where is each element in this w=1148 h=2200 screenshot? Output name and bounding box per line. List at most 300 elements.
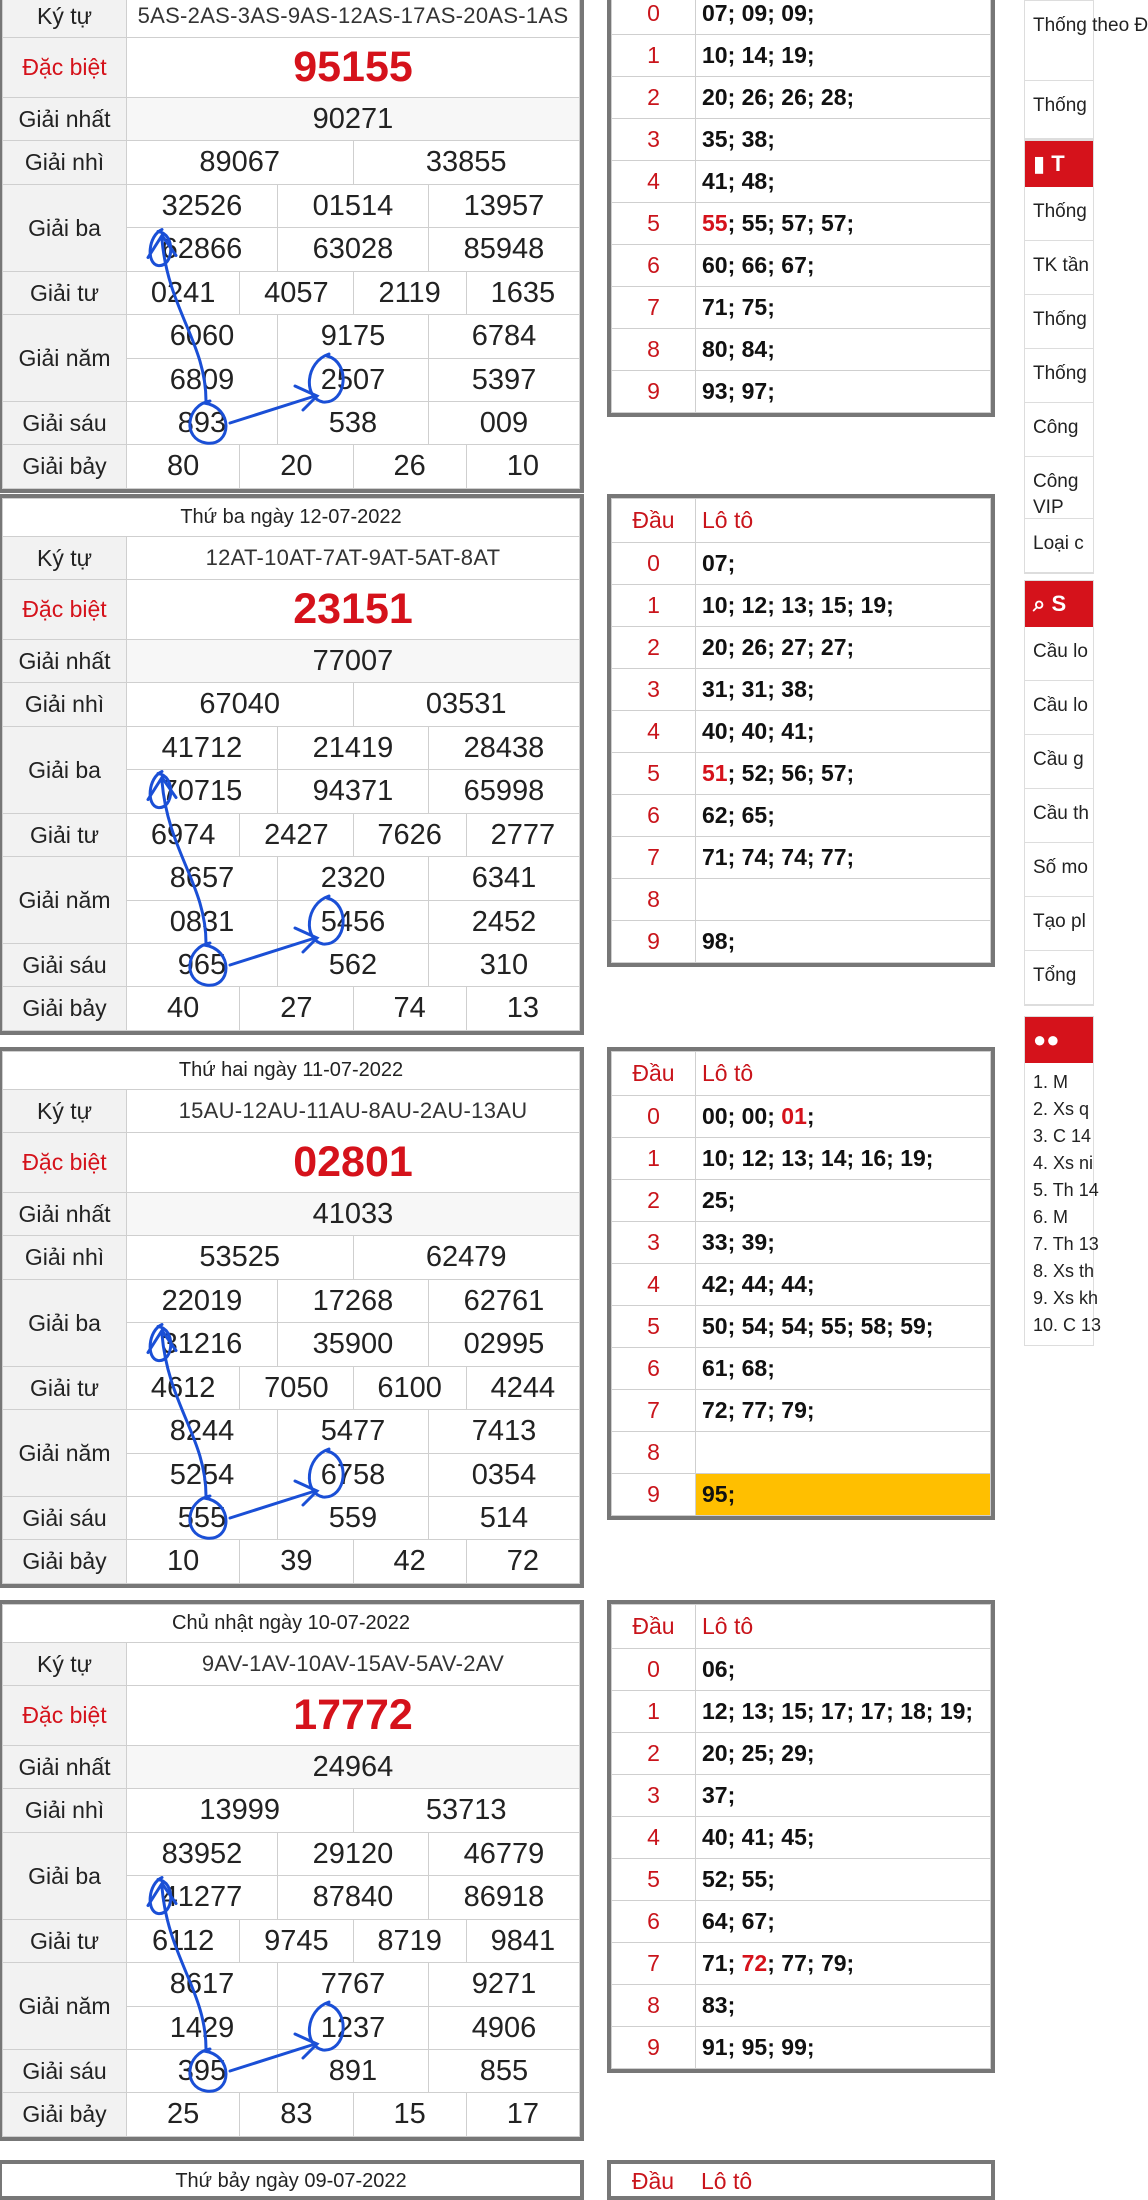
sixth-prize: 009 <box>429 402 580 445</box>
fifth-prize: 4906 <box>429 2007 580 2050</box>
fourth-prize: 6112 <box>127 1920 240 1963</box>
third-prize: 85948 <box>429 228 580 272</box>
loto-number: 25; <box>741 1740 775 1766</box>
loto-number: 84; <box>741 336 775 362</box>
loto-values <box>696 1474 991 1516</box>
dau-digit: 3 <box>612 1775 696 1817</box>
results-table <box>0 494 584 1035</box>
loto-number: 80; <box>702 336 736 362</box>
loto-values <box>696 879 991 921</box>
right-sidebar <box>1024 0 1148 2180</box>
special-prize: 95155 <box>127 38 580 98</box>
loto-number: 99; <box>781 2034 815 2060</box>
loto-values <box>696 119 991 161</box>
dau-digit: 7 <box>612 287 696 329</box>
dau-digit: 0 <box>612 0 696 35</box>
loto-number: 60; <box>702 252 736 278</box>
dau-digit: 8 <box>612 879 696 921</box>
third-prize: 41277 <box>127 1876 278 1920</box>
loto-number: 10; <box>702 42 736 68</box>
sidebar-news-item[interactable]: 7. Th 13 <box>1033 1234 1099 1254</box>
loto-number: 77; <box>741 1397 775 1423</box>
ky-tu-value: 12AT-10AT-7AT-9AT-5AT-8AT <box>127 537 580 580</box>
seventh-prize: 17 <box>466 2093 579 2137</box>
label-ky-tu: Ký tự <box>3 537 127 580</box>
loto-number: 95; <box>741 2034 775 2060</box>
loto-number: 51; <box>702 760 736 786</box>
loto-values <box>696 1859 991 1901</box>
seventh-prize: 10 <box>127 1540 240 1584</box>
loto-values <box>696 287 991 329</box>
sidebar-link[interactable]: Cầu lo <box>1025 627 1093 681</box>
sixth-prize: 514 <box>429 1497 580 1540</box>
label-giai-nhat: Giải nhất <box>3 640 127 683</box>
sidebar-head-stats: ▮ T <box>1025 141 1093 187</box>
loto-values <box>696 1096 991 1138</box>
sixth-prize: 559 <box>278 1497 429 1540</box>
fifth-prize: 6809 <box>127 359 278 402</box>
loto-number: 77; <box>781 1950 815 1976</box>
loto-number: 00; <box>702 1103 736 1129</box>
dau-digit: 3 <box>612 1222 696 1264</box>
loto-number: 91; <box>702 2034 736 2060</box>
loto-number: 27; <box>820 634 855 660</box>
label-giai-ba: Giải ba <box>3 185 127 272</box>
third-prize: 13957 <box>429 185 580 228</box>
fifth-prize: 9271 <box>429 1963 580 2007</box>
loto-number: 19; <box>781 42 815 68</box>
seventh-prize: 72 <box>466 1540 579 1584</box>
ky-tu-value: 15AU-12AU-11AU-8AU-2AU-13AU <box>127 1090 580 1133</box>
sidebar-news-item[interactable]: 8. Xs th <box>1033 1261 1095 1281</box>
loto-number: 33; <box>702 1229 736 1255</box>
sidebar-link[interactable]: Tạo pl <box>1025 897 1093 951</box>
fourth-prize: 4612 <box>127 1367 240 1410</box>
loto-number: 72; <box>702 1397 736 1423</box>
sidebar-head-soi-cau: ⌕ S <box>1025 581 1093 627</box>
loto-number: 27; <box>781 634 815 660</box>
fourth-prize: 6974 <box>127 814 240 857</box>
loto-values <box>696 35 991 77</box>
loto-number: 42; <box>702 1271 736 1297</box>
loto-values <box>696 1264 991 1306</box>
label-giai-ba: Giải ba <box>3 1833 127 1920</box>
special-prize: 17772 <box>127 1686 580 1746</box>
fifth-prize: 2320 <box>278 857 429 901</box>
loto-number: 77; <box>820 844 855 870</box>
loto-number: 40; <box>702 1824 736 1850</box>
dau-digit: 2 <box>612 77 696 119</box>
fourth-prize: 2427 <box>240 814 353 857</box>
loto-number: 45; <box>781 1824 815 1850</box>
loto-number: 38; <box>741 126 775 152</box>
fifth-prize: 1429 <box>127 2007 278 2050</box>
fourth-prize: 8719 <box>353 1920 466 1963</box>
loto-number: 65; <box>741 802 775 828</box>
label-giai-nam: Giải năm <box>3 315 127 402</box>
results-table <box>0 1047 584 1588</box>
loto-number: 26; <box>741 84 775 110</box>
seventh-prize: 15 <box>353 2093 466 2137</box>
loto-number: 16; <box>860 1145 894 1171</box>
fifth-prize: 7413 <box>429 1410 580 1454</box>
loto-number: 41; <box>781 718 815 744</box>
loto-number: 31; <box>702 676 736 702</box>
fifth-prize: 6341 <box>429 857 580 901</box>
sixth-prize: 555 <box>127 1497 278 1540</box>
loto-number: 79; <box>820 1950 855 1976</box>
loto-number: 01; <box>781 1103 815 1129</box>
fifth-prize: 8617 <box>127 1963 278 2007</box>
sidebar-link[interactable]: Thống <box>1025 349 1093 403</box>
loto-values <box>696 921 991 963</box>
second-prize: 33855 <box>353 141 580 185</box>
sidebar-link[interactable]: Cầu g <box>1025 735 1093 789</box>
chart-icon: ▮ <box>1033 151 1046 176</box>
label-dac-biet: Đặc biệt <box>3 1686 127 1746</box>
loto-number: 20; <box>702 84 736 110</box>
dau-digit: 8 <box>612 1432 696 1474</box>
second-prize: 13999 <box>127 1789 354 1833</box>
label-giai-nhi: Giải nhì <box>3 1236 127 1280</box>
dau-digit: 1 <box>612 1138 696 1180</box>
loto-number: 54; <box>741 1313 775 1339</box>
loto-number: 25; <box>702 1187 736 1213</box>
loto-values <box>696 1775 991 1817</box>
loto-number: 64; <box>702 1908 736 1934</box>
fourth-prize: 4057 <box>240 272 353 315</box>
next-loto-table <box>607 2160 995 2200</box>
label-giai-bay: Giải bảy <box>3 445 127 489</box>
loto-values <box>696 245 991 287</box>
loto-number: 09; <box>781 0 815 26</box>
label-giai-nam: Giải năm <box>3 857 127 944</box>
loto-table <box>607 494 995 967</box>
loto-number: 12; <box>741 1145 775 1171</box>
dau-digit: 5 <box>612 203 696 245</box>
loto-number: 37; <box>702 1782 736 1808</box>
loto-number: 75; <box>741 294 775 320</box>
sidebar-news-item[interactable]: 4. Xs ni <box>1033 1153 1094 1173</box>
loto-number: 67; <box>741 1908 775 1934</box>
fifth-prize: 8657 <box>127 857 278 901</box>
seventh-prize: 39 <box>240 1540 353 1584</box>
dau-header: Đầu <box>612 1052 696 1096</box>
label-giai-bay: Giải bảy <box>3 987 127 1031</box>
second-prize: 62479 <box>353 1236 580 1280</box>
next-date-header: Thứ bảy ngày 09-07-2022 <box>175 2170 407 2192</box>
fourth-prize: 2119 <box>353 272 466 315</box>
third-prize: 87840 <box>278 1876 429 1920</box>
users-icon: ●● <box>1033 1027 1060 1052</box>
loto-values <box>696 161 991 203</box>
second-prize: 67040 <box>127 683 354 727</box>
fifth-prize: 5254 <box>127 1454 278 1497</box>
fifth-prize: 6758 <box>278 1454 429 1497</box>
sidebar-link[interactable]: Thống <box>1025 295 1093 349</box>
fourth-prize: 2777 <box>466 814 579 857</box>
loto-number: 26; <box>781 84 815 110</box>
sidebar-link[interactable]: Cầu lo <box>1025 681 1093 735</box>
label-giai-sau: Giải sáu <box>3 402 127 445</box>
sidebar-news-item[interactable]: 5. Th 14 <box>1033 1180 1099 1200</box>
sidebar-news-item[interactable]: 6. M <box>1033 1207 1069 1227</box>
loto-number: 20; <box>702 634 736 660</box>
loto-values <box>696 585 991 627</box>
sidebar-head-community <box>1025 1017 1093 1063</box>
loto-number: 55; <box>702 210 736 236</box>
sidebar-news-item[interactable]: 2. Xs q <box>1033 1099 1090 1119</box>
loto-number: 48; <box>741 168 775 194</box>
sidebar-news-item[interactable]: 3. C 14 <box>1033 1126 1092 1146</box>
dau-digit: 9 <box>612 1474 696 1516</box>
loto-number: 74; <box>781 844 815 870</box>
dau-digit: 7 <box>612 1943 696 1985</box>
loto-number: 79; <box>781 1397 815 1423</box>
label-giai-tu: Giải tư <box>3 814 127 857</box>
dau-digit: 8 <box>612 329 696 371</box>
loto-values <box>696 77 991 119</box>
sixth-prize: 395 <box>127 2050 278 2093</box>
loto-number: 10; <box>702 1145 736 1171</box>
loto-number: 66; <box>741 252 775 278</box>
loto-header: Lô tô <box>696 1605 991 1649</box>
loto-number: 55; <box>820 1313 855 1339</box>
fifth-prize: 5456 <box>278 901 429 944</box>
label-dac-biet: Đặc biệt <box>3 1133 127 1193</box>
sidebar-news-item[interactable]: 9. Xs kh <box>1033 1288 1099 1308</box>
label-dac-biet: Đặc biệt <box>3 580 127 640</box>
label-giai-bay: Giải bảy <box>3 1540 127 1584</box>
loto-number: 59; <box>900 1313 934 1339</box>
sidebar-link[interactable]: Loại c <box>1025 519 1093 573</box>
loto-number: 15; <box>820 592 855 618</box>
loto-values <box>696 669 991 711</box>
first-prize: 41033 <box>127 1193 580 1236</box>
dau-digit: 1 <box>612 35 696 77</box>
second-prize: 53713 <box>353 1789 580 1833</box>
dau-header: Đầu <box>612 499 696 543</box>
loto-number: 67; <box>781 252 815 278</box>
result-block <box>0 1600 1080 2154</box>
third-prize: 28438 <box>429 727 580 770</box>
loto-number: 13; <box>781 592 815 618</box>
draw-date: Chủ nhật ngày 10-07-2022 <box>3 1605 580 1643</box>
seventh-prize: 42 <box>353 1540 466 1584</box>
loto-values <box>696 1943 991 1985</box>
loto-values <box>696 1691 991 1733</box>
seventh-prize: 10 <box>466 445 579 489</box>
dau-digit: 7 <box>612 837 696 879</box>
seventh-prize: 27 <box>240 987 353 1031</box>
loto-number: 71; <box>702 294 736 320</box>
third-prize: 62761 <box>429 1280 580 1323</box>
loto-number: 40; <box>702 718 736 744</box>
dau-digit: 5 <box>612 753 696 795</box>
label-giai-nhi: Giải nhì <box>3 141 127 185</box>
label-giai-sau: Giải sáu <box>3 1497 127 1540</box>
loto-number: 09; <box>741 0 775 26</box>
sidebar-link[interactable]: Thống theo Đ <box>1025 1 1093 81</box>
result-block <box>0 0 1080 544</box>
loto-number: 13; <box>781 1145 815 1171</box>
loto-values <box>696 1733 991 1775</box>
label-giai-bay: Giải bảy <box>3 2093 127 2137</box>
ky-tu-value: 5AS-2AS-3AS-9AS-12AS-17AS-20AS-1AS <box>127 0 580 38</box>
results-table <box>0 0 584 493</box>
fourth-prize: 9841 <box>466 1920 579 1963</box>
sidebar-box-3 <box>1024 580 1094 1006</box>
dau-digit: 5 <box>612 1859 696 1901</box>
third-prize: 70715 <box>127 770 278 814</box>
loto-values <box>696 1222 991 1264</box>
loto-number: 14; <box>741 42 775 68</box>
third-prize: 83952 <box>127 1833 278 1876</box>
loto-number: 35; <box>702 126 736 152</box>
sidebar-link[interactable]: Thống <box>1025 81 1093 139</box>
loto-number: 57; <box>781 210 815 236</box>
label-giai-nam: Giải năm <box>3 1963 127 2050</box>
fourth-prize: 7050 <box>240 1367 353 1410</box>
label-giai-ba: Giải ba <box>3 1280 127 1367</box>
loto-number: 74; <box>741 844 775 870</box>
label-giai-tu: Giải tư <box>3 1367 127 1410</box>
sidebar-link[interactable]: Công VIP <box>1025 457 1093 519</box>
dau-digit: 6 <box>612 1901 696 1943</box>
loto-values <box>696 1901 991 1943</box>
loto-number: 14; <box>820 1145 855 1171</box>
dau-digit: 9 <box>612 2027 696 2069</box>
sidebar-link[interactable]: Tổng <box>1025 951 1093 1005</box>
dau-digit: 4 <box>612 161 696 203</box>
third-prize: 94371 <box>278 770 429 814</box>
label-dac-biet: Đặc biệt <box>3 38 127 98</box>
label-giai-nhi: Giải nhì <box>3 1789 127 1833</box>
third-prize: 86918 <box>429 1876 580 1920</box>
label-giai-ba: Giải ba <box>3 727 127 814</box>
third-prize: 41712 <box>127 727 278 770</box>
loto-number: 29; <box>781 1740 815 1766</box>
seventh-prize: 26 <box>353 445 466 489</box>
loto-number: 93; <box>702 378 736 404</box>
loto-number: 15; <box>781 1698 815 1724</box>
third-prize: 63028 <box>278 228 429 272</box>
results-table <box>0 1600 584 2141</box>
sixth-prize: 965 <box>127 944 278 987</box>
sidebar-link[interactable]: Công <box>1025 403 1093 457</box>
result-block <box>0 1047 1080 1601</box>
second-prize: 89067 <box>127 141 354 185</box>
loto-number: 38; <box>781 676 815 702</box>
loto-values <box>696 837 991 879</box>
sidebar-news-item[interactable]: 1. M <box>1033 1072 1069 1092</box>
loto-number: 20; <box>702 1740 736 1766</box>
sidebar-link[interactable]: Thống <box>1025 187 1093 241</box>
fifth-prize: 7767 <box>278 1963 429 2007</box>
loto-values <box>696 1985 991 2027</box>
loto-values <box>696 371 991 413</box>
fifth-prize: 0831 <box>127 901 278 944</box>
dau-header: Đầu <box>631 2168 675 2194</box>
third-prize: 02995 <box>429 1323 580 1367</box>
loto-number: 62; <box>702 802 736 828</box>
draw-date: Thứ ba ngày 12-07-2022 <box>3 499 580 537</box>
loto-number: 07; <box>702 550 736 576</box>
seventh-prize: 83 <box>240 2093 353 2137</box>
dau-header: Đầu <box>612 1605 696 1649</box>
sidebar-link[interactable]: Số mo <box>1025 843 1093 897</box>
sidebar-link[interactable]: TK tần <box>1025 241 1093 295</box>
loto-number: 71; <box>702 844 736 870</box>
second-prize: 03531 <box>353 683 580 727</box>
third-prize: 22019 <box>127 1280 278 1323</box>
sidebar-link[interactable]: Cầu th <box>1025 789 1093 843</box>
loto-values <box>696 753 991 795</box>
loto-number: 18; <box>900 1698 934 1724</box>
label-giai-nhi: Giải nhì <box>3 683 127 727</box>
result-block <box>0 494 1080 1048</box>
label-giai-nhat: Giải nhất <box>3 98 127 141</box>
dau-digit: 5 <box>612 1306 696 1348</box>
dau-digit: 7 <box>612 1390 696 1432</box>
sidebar-box-1 <box>1024 0 1148 140</box>
loto-number: 95; <box>702 1481 736 1507</box>
loto-number: 97; <box>741 378 775 404</box>
loto-number: 40; <box>741 718 775 744</box>
third-prize: 65998 <box>429 770 580 814</box>
fifth-prize: 0354 <box>429 1454 580 1497</box>
loto-number: 41; <box>741 1824 775 1850</box>
loto-values <box>696 1817 991 1859</box>
seventh-prize: 13 <box>466 987 579 1031</box>
loto-number: 44; <box>781 1271 815 1297</box>
third-prize: 01514 <box>278 185 429 228</box>
loto-values <box>696 1649 991 1691</box>
loto-values <box>696 543 991 585</box>
sixth-prize: 893 <box>127 402 278 445</box>
sixth-prize: 538 <box>278 402 429 445</box>
loto-number: 57; <box>820 760 855 786</box>
seventh-prize: 80 <box>127 445 240 489</box>
loto-number: 10; <box>702 592 736 618</box>
loto-header: Lô tô <box>696 1052 991 1096</box>
dau-digit: 8 <box>612 1985 696 2027</box>
seventh-prize: 40 <box>127 987 240 1031</box>
third-prize: 29120 <box>278 1833 429 1876</box>
dau-digit: 4 <box>612 1264 696 1306</box>
dau-digit: 2 <box>612 1733 696 1775</box>
next-results-table <box>0 2160 584 2200</box>
dau-digit: 4 <box>612 711 696 753</box>
second-prize: 53525 <box>127 1236 354 1280</box>
label-giai-tu: Giải tư <box>3 1920 127 1963</box>
fifth-prize: 5397 <box>429 359 580 402</box>
special-prize: 23151 <box>127 580 580 640</box>
loto-values <box>696 203 991 245</box>
loto-values <box>696 0 991 35</box>
sixth-prize: 891 <box>278 2050 429 2093</box>
third-prize: 62866 <box>127 228 278 272</box>
label-ky-tu: Ký tự <box>3 0 127 38</box>
first-prize: 24964 <box>127 1746 580 1789</box>
sidebar-news-item[interactable]: 10. C 13 <box>1033 1315 1102 1335</box>
loto-table <box>607 0 995 417</box>
sidebar-box-4 <box>1024 1016 1102 1346</box>
loto-number: 44; <box>741 1271 775 1297</box>
loto-values <box>696 2027 991 2069</box>
dau-digit: 4 <box>612 1817 696 1859</box>
loto-number: 07; <box>702 0 736 26</box>
